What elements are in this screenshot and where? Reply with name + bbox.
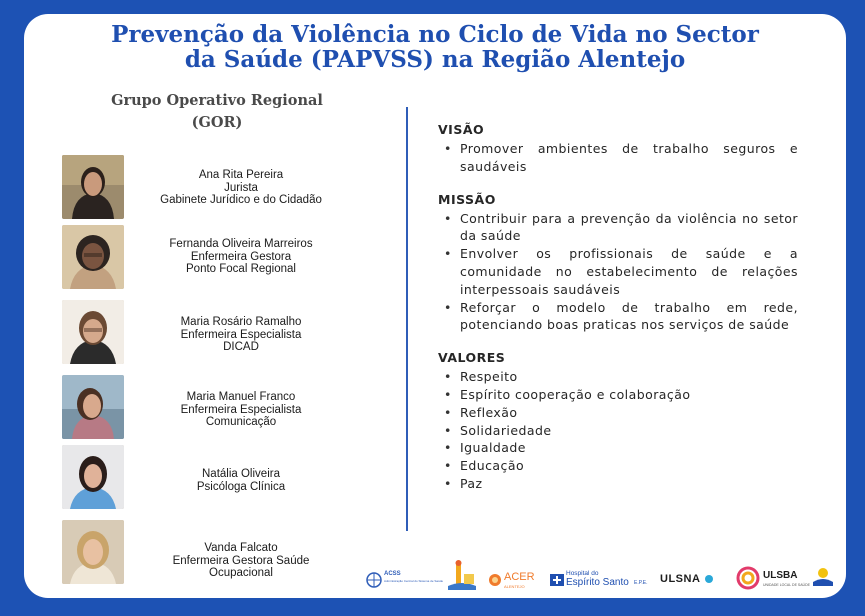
- member-detail: Gabinete Jurídico e do Cidadão: [160, 194, 322, 206]
- member-4: [136, 391, 346, 429]
- visao-item: • Promover ambientes de trabalho seguros e saudáveis: [438, 140, 798, 176]
- acer-label: ACER: [504, 571, 535, 583]
- member-detail: Comunicação: [205, 416, 277, 428]
- member-photo-4: [62, 375, 124, 439]
- missao-section: [438, 192, 798, 335]
- missao-item: • Contribuir para a prevenção da violência no setor da saúde: [438, 210, 798, 246]
- member-role: Jurista: [224, 181, 258, 194]
- member-role: Enfermeira Gestora: [190, 250, 292, 263]
- acss-globe-icon: [366, 572, 382, 588]
- member-name: Vanda Falcato: [204, 542, 278, 554]
- title-line-1: Prevenção da Violência no Ciclo de Vida no Sector: [111, 21, 759, 48]
- valores-item: • Educação: [438, 457, 798, 475]
- member-detail: Ocupacional: [209, 567, 273, 579]
- ulsna-mark-icon: [704, 574, 714, 584]
- page-title: [24, 22, 846, 72]
- valores-title: VALORES: [438, 350, 506, 366]
- member-detail: DICAD: [223, 341, 259, 353]
- tower-logo: [446, 560, 478, 596]
- member-name: Maria Manuel Franco: [186, 391, 296, 403]
- poster-card: [24, 14, 846, 598]
- gor-heading-line-1: Grupo Operativo Regional: [111, 92, 323, 109]
- visao-title: VISÃO: [438, 122, 485, 137]
- member-2: [136, 238, 346, 276]
- member-photo-3: [62, 300, 124, 364]
- acer-sun-icon: [488, 573, 502, 587]
- title-line-2: da Saúde (PAPVSS) na Região Alentejo: [184, 46, 686, 73]
- valores-item: • Respeito: [438, 368, 798, 386]
- missao-item: • Reforçar o modelo de trabalho em rede, potenciando boas praticas nos serviços de saúde: [438, 299, 798, 335]
- member-name: Fernanda Oliveira Marreiros: [169, 238, 313, 250]
- valores-item: • Paz: [438, 475, 798, 493]
- valores-item: • Reflexão: [438, 404, 798, 422]
- ulsba-sublabel: UNIDADE LOCAL DE SAÚDE: [763, 583, 810, 587]
- member-name: Natália Oliveira: [202, 468, 280, 480]
- acss-sublabel: Administração Central do Sistema de Saúde: [384, 579, 444, 583]
- acer-logo: [488, 560, 552, 596]
- member-name: Maria Rosário Ramalho: [180, 316, 302, 328]
- visao-section: [438, 122, 798, 176]
- member-6: [136, 542, 346, 580]
- tower-icon: [446, 560, 478, 596]
- ulsna-label: ULSNA: [660, 573, 701, 585]
- hospital-name: Espírito Santo: [566, 577, 629, 588]
- member-3: [136, 316, 346, 354]
- ulsba-logo: [736, 560, 810, 596]
- column-divider: [406, 107, 408, 531]
- acer-sublabel: ALENTEJO: [504, 584, 525, 589]
- member-role: Psicóloga Clínica: [196, 480, 286, 493]
- acss-logo: [364, 560, 444, 596]
- member-role: Enfermeira Gestora Saúde: [172, 554, 310, 567]
- member-role: Enfermeira Especialista: [180, 328, 302, 341]
- member-role: Enfermeira Especialista: [180, 403, 302, 416]
- hospital-logo: [548, 560, 648, 596]
- valores-item: • Espírito cooperação e colaboração: [438, 386, 798, 404]
- ulsna-logo: [660, 560, 716, 596]
- gor-heading-line-2: (GOR): [191, 114, 243, 131]
- member-photo-5: [62, 445, 124, 509]
- member-1: [136, 169, 346, 207]
- hospital-label: Hospital do: [566, 570, 599, 577]
- mission-panel: [438, 122, 798, 509]
- ulsba-label: ULSBA: [763, 570, 798, 581]
- acss-label: ACSS: [384, 571, 401, 577]
- missao-title: MISSÃO: [438, 191, 496, 207]
- ulsba-ring-icon: [736, 566, 760, 590]
- hospital-icon: [550, 574, 564, 586]
- member-5: [136, 468, 346, 493]
- valores-item: • Igualdade: [438, 439, 798, 457]
- hospital-suffix: E.P.E.: [634, 580, 648, 586]
- member-photo-1: [62, 155, 124, 219]
- member-name: Ana Rita Pereira: [198, 169, 284, 181]
- emblem-icon: [812, 566, 834, 590]
- member-detail: Ponto Focal Regional: [186, 263, 296, 275]
- missao-item: • Envolver os profissionais de saúde e a comunidade no estabelecimento de relações interpessoais saudáveis: [438, 245, 798, 298]
- regional-emblem-logo: [812, 560, 834, 596]
- member-photo-2: [62, 225, 124, 289]
- valores-section: [438, 350, 798, 493]
- partner-logos: [364, 560, 834, 596]
- member-photo-6: [62, 520, 124, 584]
- valores-item: • Solidariedade: [438, 422, 798, 440]
- gor-heading: [82, 90, 352, 134]
